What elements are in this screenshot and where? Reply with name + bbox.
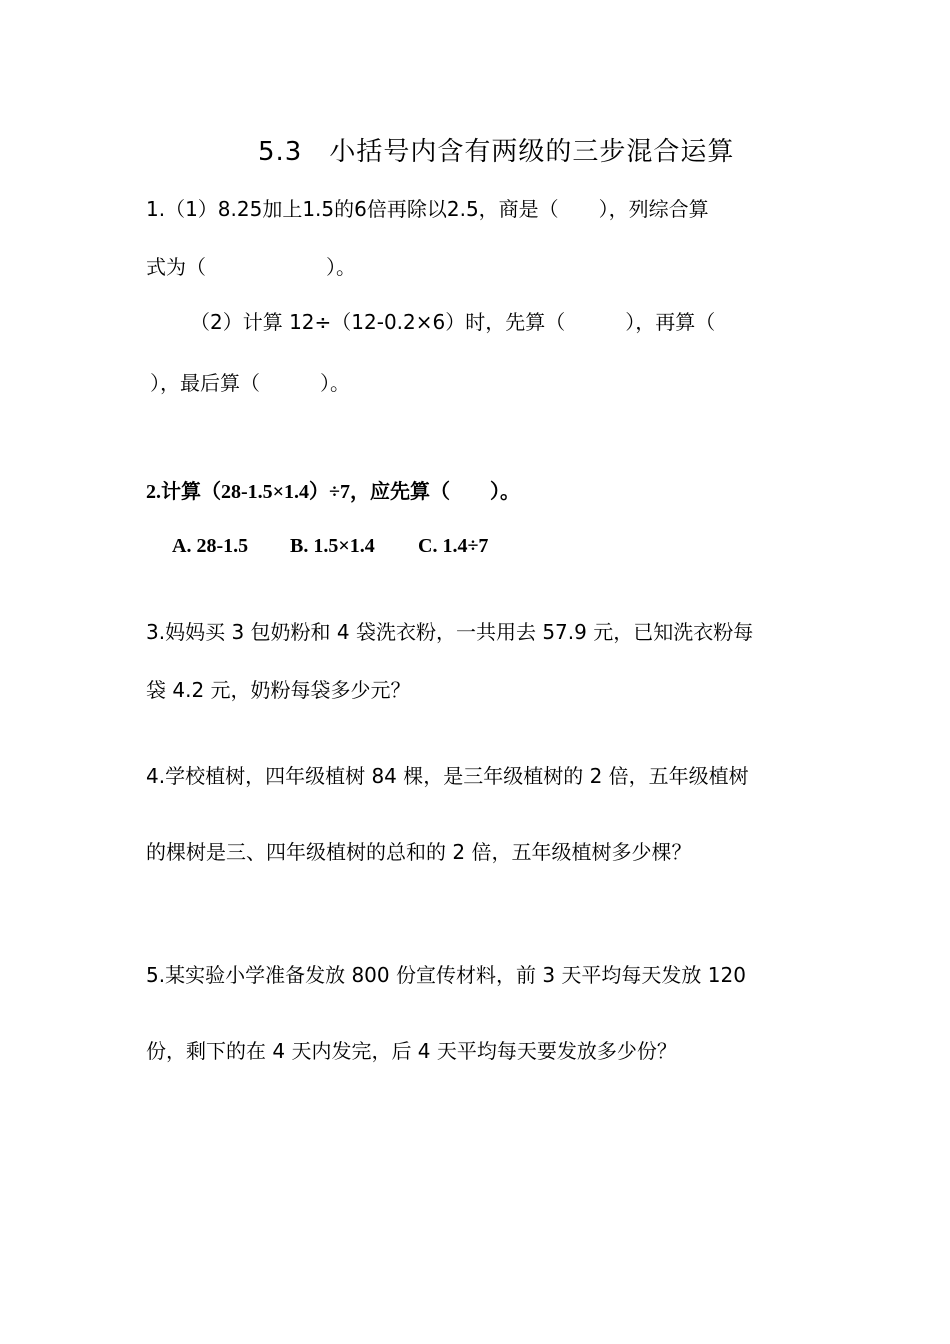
q5-line-1: 5.某实验小学准备发放 800 份宣传材料，前 3 天平均每天发放 120 (146, 963, 746, 987)
q1-line-1: 1.（1）8.25加上1.5的6倍再除以2.5，商是（ ），列综合算 (146, 197, 709, 221)
q5-line-2: 份，剩下的在 4 天内发完，后 4 天平均每天要发放多少份？ (146, 1039, 677, 1063)
q4-line-1: 4.学校植树，四年级植树 84 棵，是三年级植树的 2 倍，五年级植树 (146, 764, 749, 788)
q1-line-3: （2）计算 12÷（12-0.2×6）时，先算（ ），再算（ (190, 310, 716, 334)
page-title: 5.3 小括号内含有两级的三步混合运算 (258, 137, 735, 167)
q4-line-2: 的棵树是三、四年级植树的总和的 2 倍，五年级植树多少棵？ (146, 840, 692, 864)
q3-line-2: 袋 4.2 元，奶粉每袋多少元？ (146, 678, 411, 702)
q2-option-c: C. 1.4÷7 (418, 535, 489, 557)
q2-option-b: B. 1.5×1.4 (290, 535, 375, 557)
q1-line-2: 式为（ ）。 (146, 255, 356, 279)
q2-stem: 2.计算（28-1.5×1.4）÷7，应先算（ ）。 (146, 481, 521, 503)
q1-line-4: ），最后算（ ）。 (150, 371, 350, 395)
q2-option-a: A. 28-1.5 (172, 535, 249, 557)
q3-line-1: 3.妈妈买 3 包奶粉和 4 袋洗衣粉，一共用去 57.9 元，已知洗衣粉每 (146, 620, 754, 644)
